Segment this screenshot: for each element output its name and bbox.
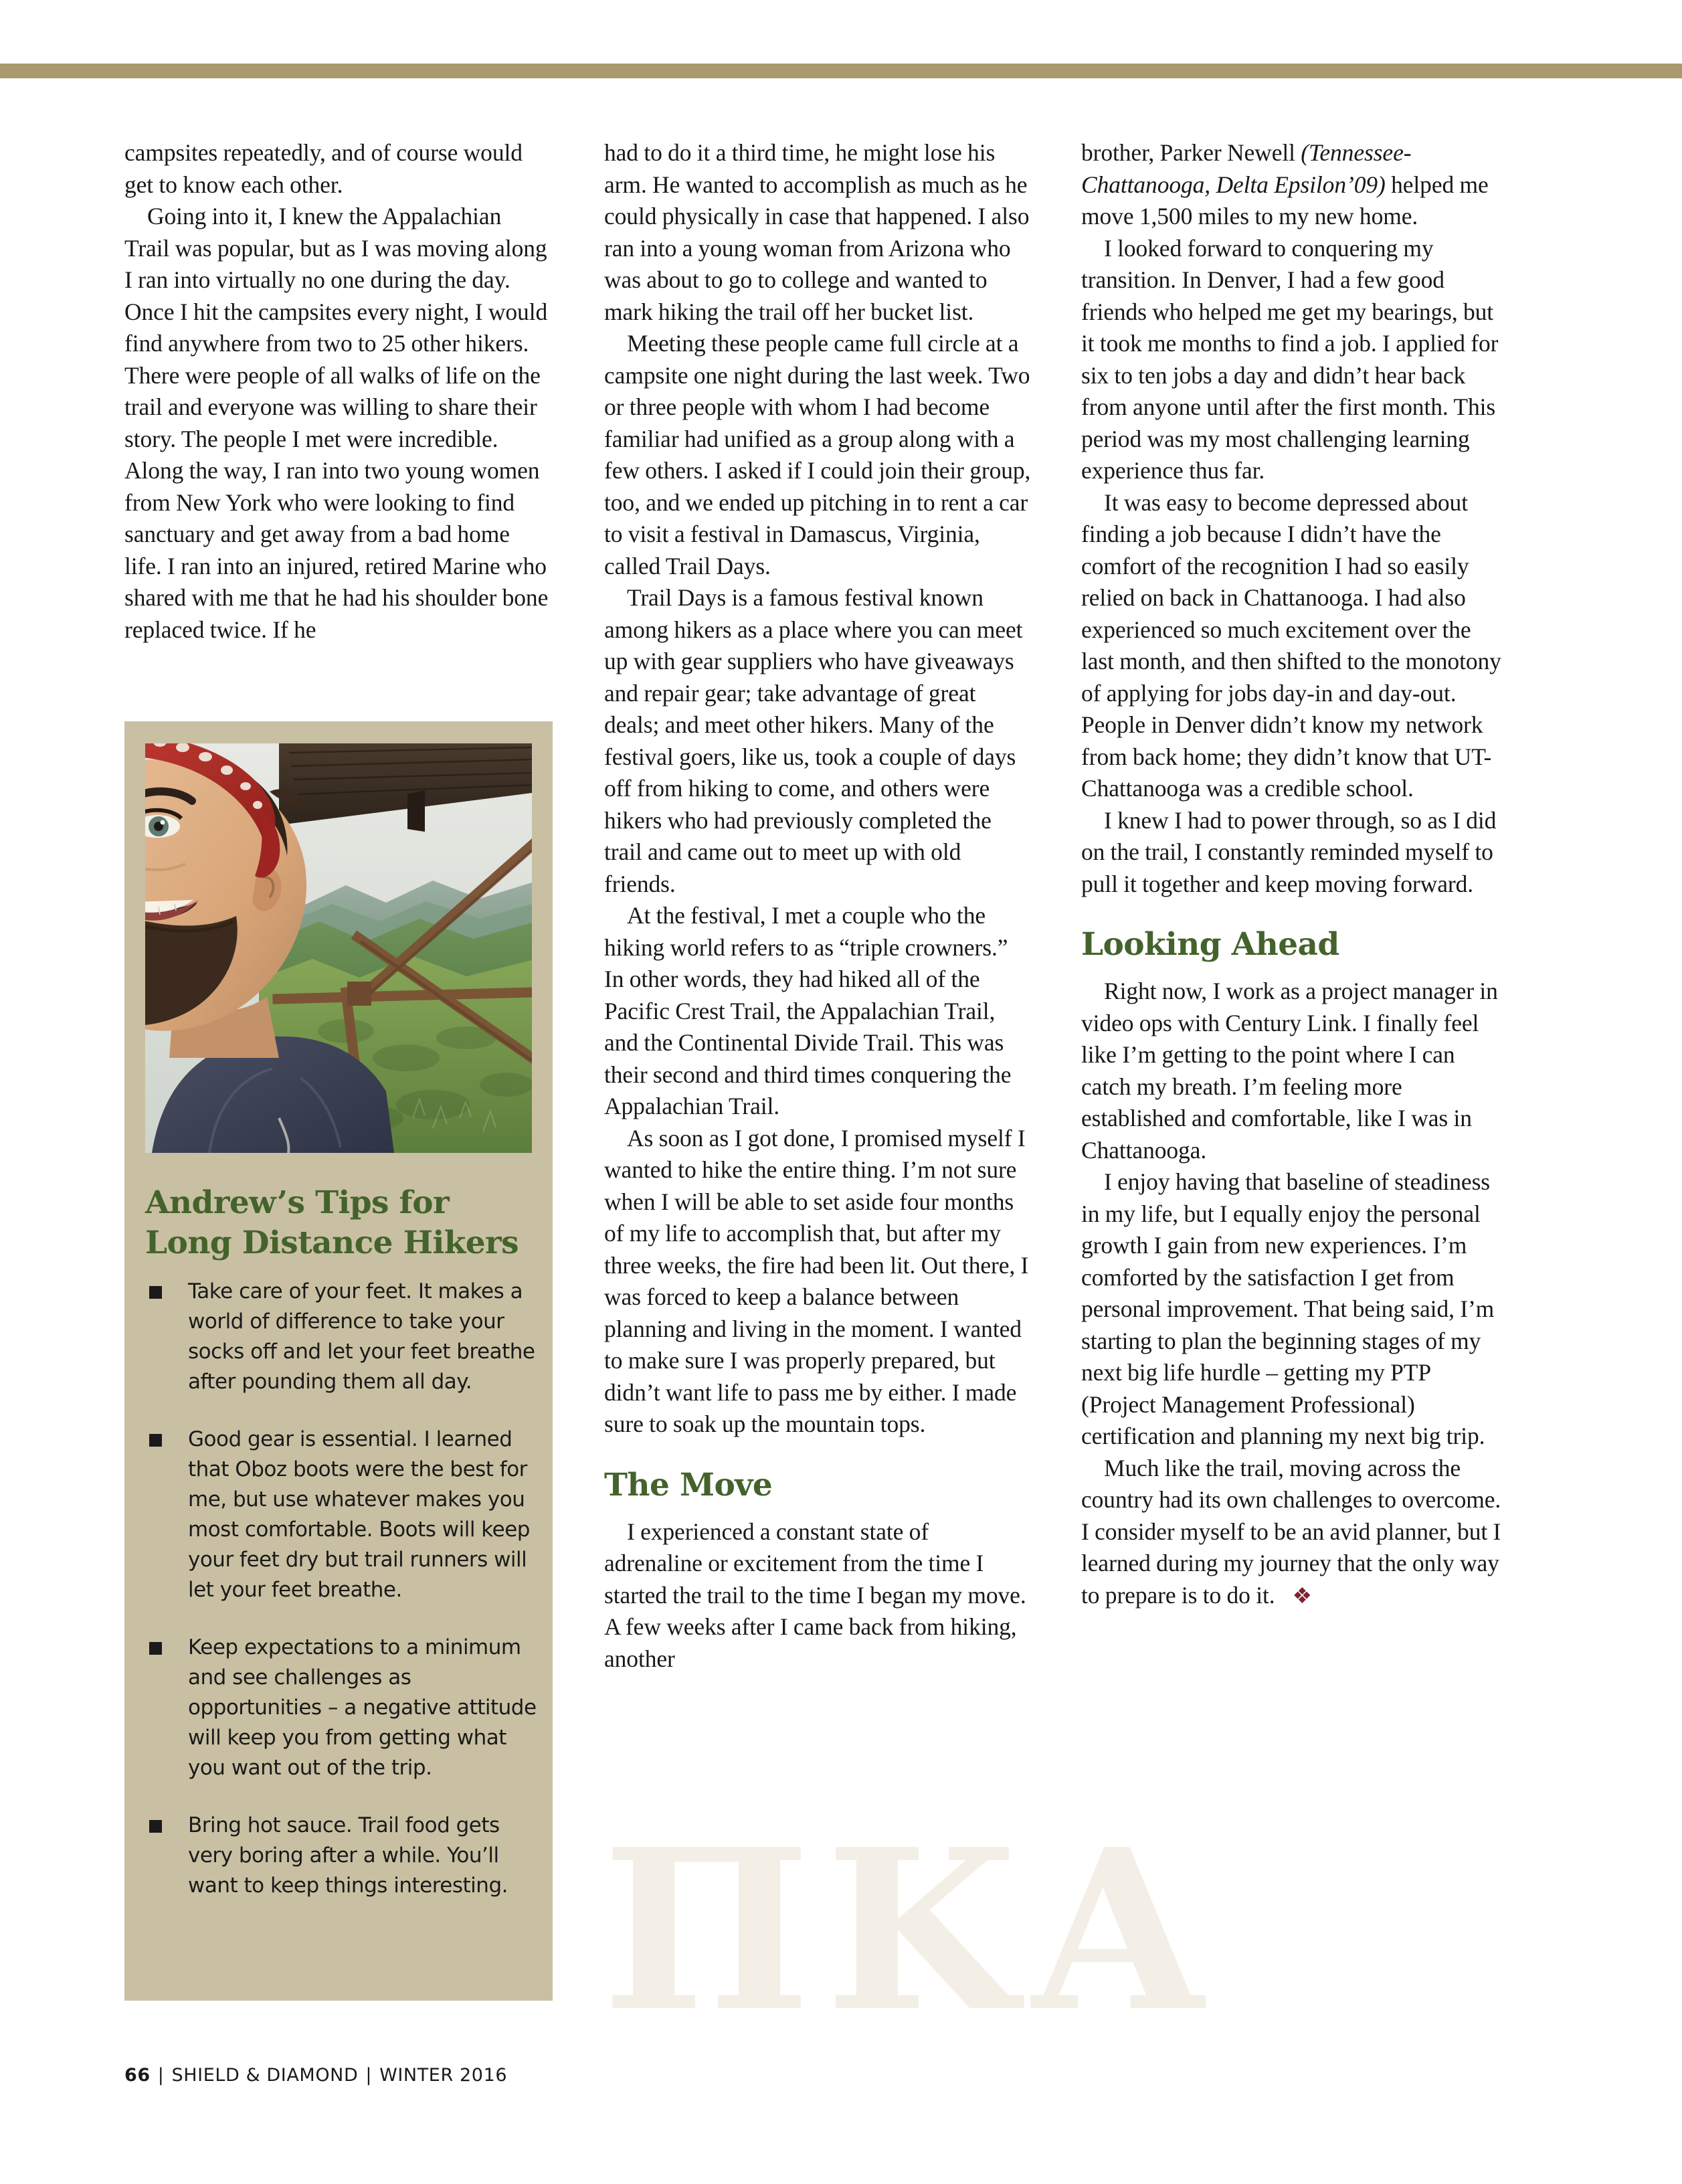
tip-text: Good gear is essential. I learned that Oboz boots were the best for me, but use whatever makes you most comfortable. Boots will keep your feet dry but trail runners will let your feet breathe. [188,1427,530,1602]
paragraph: I enjoy having that baseline of steadiness in my life, but I equally enjoy the personal growth I gain from new experiences. I’m comforted by the satisfaction I get from personal improvement. That being said, I’m starting to plan the beginning stages of my next big life hurdle – getting my PTP (Project Management Professional) certification and planning my next big trip. [1081,1168,1495,1449]
square-bullet-icon [149,1286,162,1299]
hiker-photo-illustration [145,743,532,1153]
paragraph: had to do it a third time, he might lose his arm. He wanted to accomplish as much as he could physically in case that happened. I also ran into a young woman from Arizona who was about to go to college and wanted to mark hiking the trail off her bucket list. [604,139,1030,325]
hiker-photo [145,743,532,1153]
final-paragraph-text: Much like the trail, moving across the country had its own challenges to overcome. I consider myself to be an avid planner, but I learned during my journey that the only way to prepare is to do it. [1081,1454,1501,1609]
footer-separator-2: | [365,2065,373,2086]
section-heading-looking-ahead: Looking Ahead [1081,926,1339,963]
lead-text-after: helped me move 1,500 miles to my new home. [1081,171,1489,230]
paragraph: Right now, I work as a project manager in video ops with Century Link. I finally feel like I’m getting to the point where I can catch my breath. I’m feeling more established and comfortable, like I was in Chattanooga. [1081,978,1498,1164]
chapter-citation: (Tennessee-Chattanooga, Delta Epsilon’09) [1081,139,1412,198]
tip-text: Take care of your feet. It makes a world of difference to take your socks off and let your feet breathe after pounding them all day. [188,1279,535,1394]
list-item [145,1425,540,1605]
paragraph: campsites repeatedly, and of course would get to know each other. [124,139,523,198]
paragraph: Trail Days is a famous festival known among hikers as a place where you can meet up with gear suppliers who have giveaways and repair gear; take advantage of great deals; and meet other hikers. Many of the festival goers, like us, took a couple of days off from hiking to come, and others were hikers who had previously completed the trail and came out to meet up with old friends. [604,584,1023,897]
footer-separator-1: | [157,2065,165,2086]
top-rule-bar [0,64,1682,78]
tips-heading-line-2: Long Distance Hikers [145,1224,519,1261]
issue-date: WINTER 2016 [379,2065,508,2086]
column-one [124,137,551,646]
paragraph: I looked forward to conquering my transition. In Denver, I had a few good friends who helped me get my bearings, but it took me months to find a job. I applied for six to ten jobs a day and didn’t hear back from anyone until after the first month. This period was my most challenging learning experience thus far. [1081,234,1499,484]
list-item [145,1633,540,1783]
paragraph: I knew I had to power through, so as I did on the trail, I constantly reminded myself to pull it together and keep moving forward. [1081,806,1497,897]
square-bullet-icon [149,1642,162,1655]
tip-text: Bring hot sauce. Trail food gets very boring after a while. You’ll want to keep things interesting. [188,1813,508,1898]
list-item [145,1277,540,1397]
list-item [145,1811,540,1901]
column-two [604,137,1031,1675]
paragraph: Going into it, I knew the Appalachian Trail was popular, but as I was moving along I ran into virtually no one during the day. Once I hit the campsites every night, I would find anywhere from two to 25 other hikers. There were people of all walks of life on the trail and everyone was willing to share their story. The people I met were incredible. Along the way, I ran into two young women from New York who were looking to find sanctuary and get away from a bad home life. I ran into an injured, retired Marine who shared with me that he had his shoulder bone replaced twice. If he [124,203,549,643]
square-bullet-icon [149,1820,162,1833]
tips-list [145,1277,540,1928]
tips-sidebar [124,721,553,2001]
page-footer [124,2065,507,2086]
publication-name: SHIELD & DIAMOND [171,2065,359,2086]
column-three [1081,137,1508,1613]
paragraph-with-chapter-citation [1081,137,1508,233]
end-mark-fleuron-icon: ❖ [1292,1584,1313,1609]
section-heading-the-move: The Move [604,1466,773,1504]
tips-heading-line-1: Andrew’s Tips for [145,1184,450,1221]
pika-watermark: ΠΚΑ [602,1833,1218,2027]
lead-text-before: brother, Parker Newell [1081,139,1301,166]
paragraph: As soon as I got done, I promised myself I wanted to hike the entire thing. I’m not sure when I will be able to set aside four months of my life to accomplish that, but after my three weeks, the fire had been lit. Out there, I was forced to keep a balance between planning and living in the moment. I wanted to make sure I was properly prepared, but didn’t want life to pass me by either. I made sure to soak up the mountain tops. [604,1124,1029,1437]
paragraph: It was easy to become depressed about finding a job because I didn’t have the comfort of the recognition I had so easily relied on back in Chattanooga. I had also experienced so much excitement over the last month, and then shifted to the monotony of applying for jobs day-in and day-out. People in Denver didn’t know my network from back home; they didn’t know that UT-Chattanooga was a credible school. [1081,488,1501,802]
paragraph: At the festival, I met a couple who the hiking world refers to as “triple crowners.” In other words, they had hiked all of the Pacific Crest Trail, the Appalachian Trail, and the Continental Divide Trail. This was their second and third times conquering the Appalachian Trail. [604,902,1012,1119]
square-bullet-icon [149,1434,162,1447]
page-number: 66 [124,2065,151,2086]
paragraph: I experienced a constant state of adrenaline or excitement from the time I started the trail to the time I began my move. A few weeks after I came back from hiking, another [604,1518,1026,1672]
final-paragraph [1081,1453,1508,1613]
tip-text: Keep expectations to a minimum and see challenges as opportunities – a negative attitude will keep you from getting what you want out of the trip. [188,1635,537,1780]
tips-heading [145,1183,533,1263]
paragraph: Meeting these people came full circle at a campsite one night during the last week. Two or three people with whom I had become familiar had unified as a group along with a few others. I asked if I could join their group, too, and we ended up pitching in to rent a car to visit a festival in Damascus, Virginia, called Trail Days. [604,330,1031,579]
